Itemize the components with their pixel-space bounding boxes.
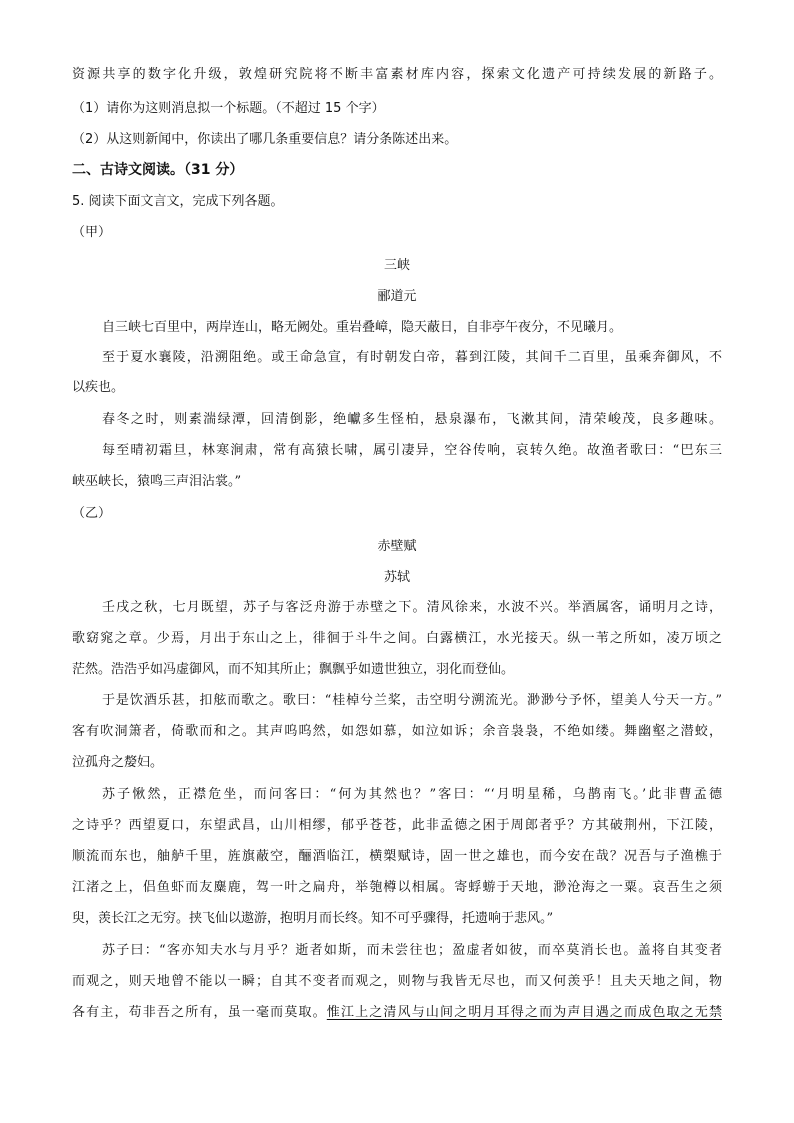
chibi-paragraph-3-line-1: 苏子愀然，正襟危坐，而问客曰：“何为其然也？”客曰：“‘月明星稀，乌鹊南飞。’此非曹孟德 bbox=[102, 787, 722, 802]
question-5: 5. 阅读下面文言文，完成下列各题。 bbox=[72, 194, 284, 209]
chibi-paragraph-2-line-3: 泣孤舟之嫠妇。 bbox=[72, 755, 164, 770]
section-heading: 二、古诗文阅读。（31 分） bbox=[72, 162, 244, 178]
sanxia-paragraph-1: 自三峡七百里中，两岸连山，略无阙处。重岩叠嶂，隐天蔽日，自非亭午夜分，不见曦月。 bbox=[102, 320, 623, 335]
chibi-paragraph-1-line-2: 歌窈窕之章。少焉，月出于东山之上，徘徊于斗牛之间。白露横江，水光接天。纵一苇之所如，凌万顷之 bbox=[72, 631, 722, 646]
sanxia-title: 三峡 bbox=[383, 258, 410, 273]
chibi-paragraph-2-line-2: 客有吹洞箫者，倚歌而和之。其声呜呜然，如怨如慕，如泣如诉；余音袅袅，不绝如缕。舞幽壑之潜蛟， bbox=[72, 724, 722, 739]
chibi-paragraph-4-line-3 bbox=[72, 1004, 722, 1022]
sanxia-paragraph-2-line-2: 以疾也。 bbox=[72, 380, 125, 395]
sanxia-paragraph-4-line-1: 每至晴初霜旦，林寒涧肃，常有高猿长啸，属引凄异，空谷传响，哀转久绝。故渔者歌曰：“巴东三 bbox=[102, 443, 722, 458]
chibi-paragraph-1-line-3: 茫然。浩浩乎如冯虚御风，而不知其所止；飘飘乎如遗世独立，羽化而登仙。 bbox=[72, 662, 515, 677]
chibi-underlined-sentence: 惟江上之清风与山间之明月耳得之而为声目遇之而成色取之无禁 bbox=[326, 1005, 722, 1020]
chibi-paragraph-1-line-1: 壬戌之秋，七月既望，苏子与客泛舟游于赤壁之下。清风徐来，水波不兴。举酒属客，诵明月之诗， bbox=[102, 600, 722, 615]
chibi-paragraph-4-plain-text: 各有主，苟非吾之所有，虽一毫而莫取。 bbox=[72, 1005, 327, 1020]
chibi-paragraph-3-line-2: 之诗乎？西望夏口，东望武昌，山川相缪，郁乎苍苍，此非孟德之困于周郎者乎？方其破荆州，下江陵， bbox=[72, 818, 722, 833]
chibi-author: 苏轼 bbox=[383, 570, 410, 585]
chibi-paragraph-3-line-5: 臾，羡长江之无穷。挟飞仙以遨游，抱明月而长终。知不可乎骤得，托遗响于悲风。” bbox=[72, 911, 554, 926]
chibi-paragraph-4-line-1: 苏子曰：“客亦知夫水与月乎？逝者如斯，而未尝往也；盈虚者如彼，而卒莫消长也。盖将自其变者 bbox=[102, 943, 722, 958]
chibi-title: 赤壁赋 bbox=[377, 539, 417, 554]
chibi-paragraph-3-line-3: 顺流而东也，舳舻千里，旌旗蔽空，酾酒临江，横槊赋诗，固一世之雄也，而今安在哉？况吾与子渔樵于 bbox=[72, 849, 722, 864]
sanxia-paragraph-3: 春冬之时，则素湍绿潭，回清倒影，绝巘多生怪柏，悬泉瀑布，飞漱其间，清荣峻茂，良多趣味。 bbox=[102, 412, 722, 427]
question-1: （1）请你为这则消息拟一个标题。（不超过 15 个字） bbox=[72, 101, 385, 116]
question-2: （2）从这则新闻中，你读出了哪几条重要信息？请分条陈述出来。 bbox=[72, 132, 458, 147]
sanxia-author: 郦道元 bbox=[377, 289, 417, 304]
label-yi: （乙） bbox=[72, 506, 112, 521]
intro-tail: 资源共享的数字化升级，敦煌研究院将不断丰富素材库内容，探索文化遗产可持续发展的新路子。 bbox=[72, 67, 722, 82]
label-jia: （甲） bbox=[72, 225, 112, 240]
sanxia-paragraph-2-line-1: 至于夏水襄陵，沿溯阻绝。或王命急宣，有时朝发白帝，暮到江陵，其间千二百里，虽乘奔御风，不 bbox=[102, 350, 722, 365]
chibi-paragraph-3-line-4: 江渚之上，侣鱼虾而友麋鹿，驾一叶之扁舟，举匏樽以相属。寄蜉蝣于天地，渺沧海之一粟。哀吾生之须 bbox=[72, 880, 722, 895]
chibi-paragraph-4-line-2: 而观之，则天地曾不能以一瞬；自其不变者而观之，则物与我皆无尽也，而又何羡乎！且夫天地之间，物 bbox=[72, 974, 722, 989]
chibi-paragraph-2-line-1: 于是饮酒乐甚，扣舷而歌之。歌曰：“桂棹兮兰桨，击空明兮溯流光。渺渺兮予怀，望美人兮天一方。” bbox=[102, 693, 722, 708]
sanxia-paragraph-4-line-2: 峡巫峡长，猿鸣三声泪沾裳。” bbox=[72, 474, 242, 489]
